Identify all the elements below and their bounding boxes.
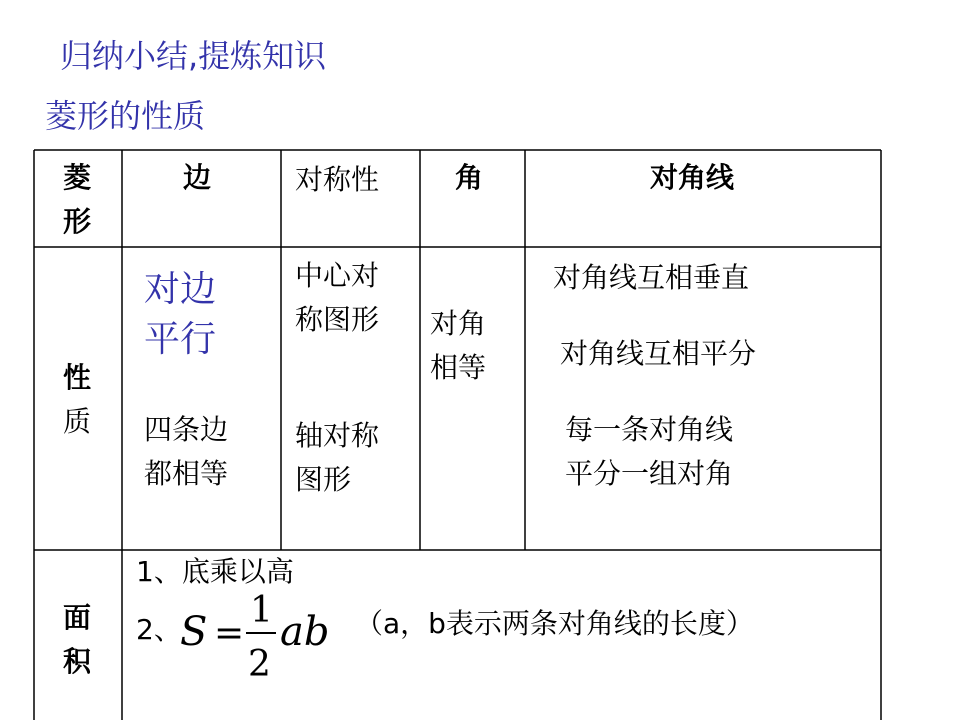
sym-axial-line1: 轴对称	[295, 419, 380, 452]
header-diagonal: 对角线	[650, 161, 735, 194]
angle-equal-line2: 相等	[430, 351, 487, 384]
sym-axial-line2: 图形	[295, 463, 352, 496]
diag-bisect: 对角线互相平分	[560, 337, 757, 370]
angle-equal-line1: 对角	[430, 307, 487, 340]
page-title: 归纳小结,提炼知识	[60, 37, 327, 75]
side-equal-line1: 四条边	[144, 413, 229, 446]
side-parallel-line2: 平行	[144, 319, 217, 360]
props-rowhead-line2: 质	[63, 405, 92, 438]
diag-angle-bisect-line1: 每一条对角线	[565, 413, 734, 446]
section-subtitle: 菱形的性质	[45, 97, 206, 135]
formula-rhs: ab	[280, 609, 328, 655]
area-method-2-prefix: 2、	[136, 613, 182, 646]
side-equal-line2: 都相等	[144, 457, 229, 490]
header-symmetry: 对称性	[295, 163, 380, 196]
formula-lhs: S	[180, 609, 208, 655]
formula-equals: =	[214, 613, 245, 654]
area-rowhead-line1: 面	[63, 601, 92, 634]
diag-angle-bisect-line2: 平分一组对角	[565, 457, 734, 490]
side-parallel-line1: 对边	[144, 269, 217, 310]
props-rowhead-line1: 性	[63, 361, 92, 394]
area-rowhead-line2: 积	[63, 645, 92, 678]
formula-numerator: 1	[250, 592, 273, 631]
header-side: 边	[183, 161, 212, 194]
header-rowhead-line2: 形	[63, 205, 92, 238]
area-formula-note: （a，b表示两条对角线的长度）	[355, 607, 754, 640]
diag-perpendicular: 对角线互相垂直	[553, 261, 750, 294]
area-method-1: 1、底乘以高	[136, 555, 294, 588]
header-rowhead-line1: 菱	[63, 161, 92, 194]
sym-central-line1: 中心对	[295, 259, 380, 292]
formula-denominator: 2	[248, 644, 271, 682]
sym-central-line2: 称图形	[295, 303, 380, 336]
area-formula	[178, 592, 328, 682]
header-angle: 角	[455, 161, 484, 194]
